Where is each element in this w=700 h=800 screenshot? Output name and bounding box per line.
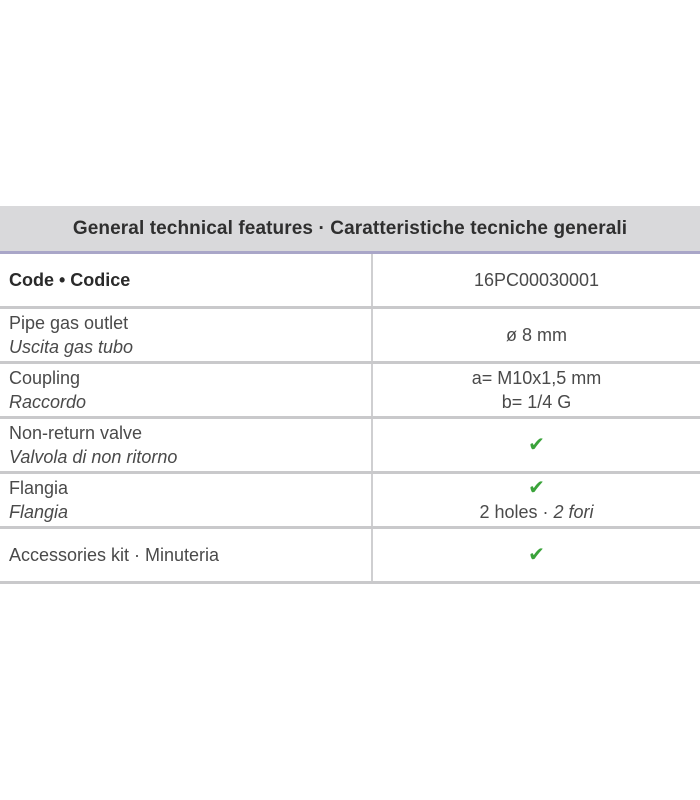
- label-code: Code • Codice: [9, 270, 131, 290]
- value-holes-en: 2 holes: [479, 502, 538, 522]
- row-value: [373, 364, 700, 416]
- row-label: [0, 309, 373, 361]
- row-label: [0, 474, 373, 526]
- row-label: [0, 529, 373, 581]
- check-icon: ✔: [528, 477, 545, 499]
- technical-features-table: [0, 206, 700, 584]
- table-row-accessories-kit: [0, 529, 700, 584]
- label-it: Valvola di non ritorno: [9, 447, 178, 467]
- label-accessories: Accessories kit · Minuteria: [9, 545, 220, 565]
- table-header: [0, 206, 700, 254]
- value-pipe-gas-outlet: ø 8 mm: [506, 325, 567, 345]
- value-holes-it: 2 fori: [553, 502, 594, 522]
- label-en: Coupling: [9, 368, 81, 388]
- row-value: [373, 309, 700, 361]
- value-code: 16PC00030001: [473, 270, 600, 290]
- value-separator: ·: [537, 502, 554, 522]
- table-row-non-return-valve: [0, 419, 700, 474]
- label-en: Non-return valve: [9, 423, 143, 443]
- row-label: [0, 254, 373, 306]
- value-coupling-a: a= M10x1,5 mm: [471, 368, 602, 388]
- check-icon: ✔: [528, 544, 545, 566]
- label-it: Raccordo: [9, 392, 87, 412]
- row-value: [373, 254, 700, 306]
- table-row-flangia: [0, 474, 700, 529]
- check-icon: ✔: [528, 434, 545, 456]
- row-value: [373, 419, 700, 471]
- label-it: Uscita gas tubo: [9, 337, 134, 357]
- row-value: [373, 474, 700, 526]
- label-it: Flangia: [9, 502, 69, 522]
- row-label: [0, 364, 373, 416]
- table-row-code: [0, 254, 700, 309]
- table-row-pipe-gas-outlet: [0, 309, 700, 364]
- table-title: General technical features · Caratteristiche tecniche generali: [72, 217, 628, 239]
- row-value: [373, 529, 700, 581]
- row-label: [0, 419, 373, 471]
- value-flangia-holes: [479, 500, 593, 524]
- label-en: Flangia: [9, 478, 69, 498]
- label-en: Pipe gas outlet: [9, 313, 129, 333]
- table-row-coupling: [0, 364, 700, 419]
- value-coupling-b: b= 1/4 G: [501, 392, 572, 412]
